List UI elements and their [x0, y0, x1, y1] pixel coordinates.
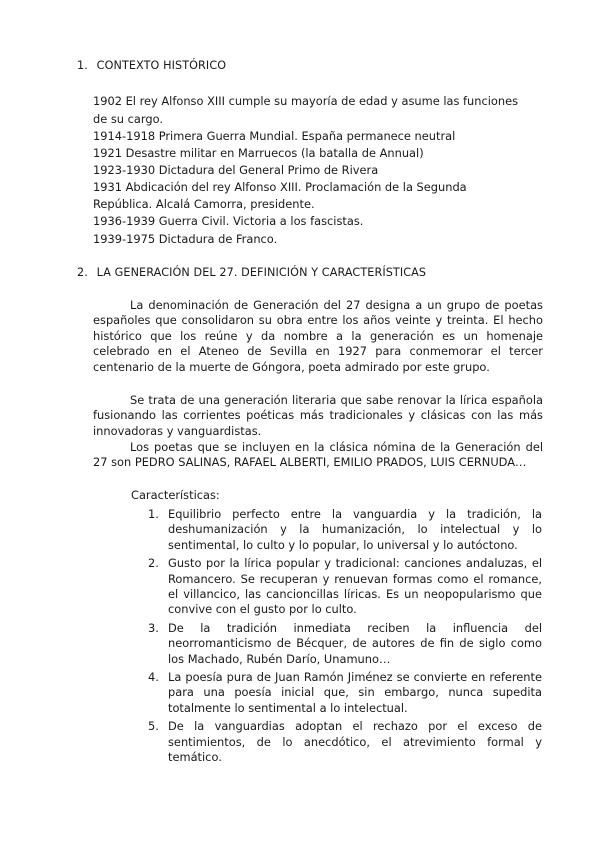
- context-line: 1939-1975 Dictadura de Franco.: [93, 232, 278, 246]
- section-1-title: CONTEXTO HISTÓRICO: [96, 59, 227, 72]
- list-marker: 5.: [148, 719, 159, 734]
- section-2-title: LA GENERACIÓN DEL 27. DEFINICIÓN Y CARACTERÍSTICAS: [96, 266, 427, 279]
- context-line: 1921 Desastre militar en Marruecos (la batalla de Annual): [93, 146, 424, 160]
- context-line: República. Alcalá Camorra, presidente.: [93, 197, 315, 211]
- list-item-text: De la vanguardias adoptan el rechazo por el exceso de sentimientos, de lo anecdótico, el atrevimiento formal y temático.: [168, 719, 542, 765]
- context-line: 1923-1930 Dictadura del General Primo de Rivera: [93, 163, 379, 177]
- paragraph-renovation: Se trata de una generación literaria que sabe renovar la lírica española fusionando las corrientes poéticas más tradicionales y clásicas con las más innovadoras y vanguardistas.: [93, 393, 543, 438]
- list-item-text: Gusto por la lírica popular y tradicional: canciones andaluzas, el Romancero. Se recuperan y renuevan formas como el romance, el villancico, las cancioncillas líricas. Es un neopopularismo que convive con el gusto por lo culto.: [168, 556, 542, 617]
- section-1-heading: [77, 59, 226, 72]
- list-item: [148, 670, 542, 716]
- section-2-number: 2.: [77, 266, 88, 279]
- characteristics-label: Características:: [131, 488, 220, 502]
- context-line: 1931 Abdicación del rey Alfonso XIII. Proclamación de la Segunda: [93, 180, 467, 194]
- list-item-text: Equilibrio perfecto entre la vanguardia y la tradición, la deshumanización y la humanización, lo intelectual y lo sentimental, lo culto y lo popular, lo universal y lo autóctono.: [168, 507, 542, 552]
- paragraph-definition: La denominación de Generación del 27 designa a un grupo de poetas españoles que consolidaron su obra entre los años veinte y treinta. El hecho histórico que los reúne y da nombre a la generación es un homenaje celebrado en el Ateneo de Sevilla en 1927 para conmemorar el tercer centenario de la muerte de Góngora, poeta admirado por este grupo.: [93, 298, 543, 374]
- context-line: de su cargo.: [93, 112, 163, 126]
- list-marker: 1.: [148, 507, 159, 521]
- list-item-text: De la tradición inmediata reciben la influencia del neorromanticismo de Bécquer, de autores de fin de siglo como los Machado, Rubén Darío, Unamuno…: [168, 620, 542, 666]
- list-item: [148, 556, 542, 618]
- list-item: [148, 621, 542, 667]
- list-item-text: La poesía pura de Juan Ramón Jiménez se convierte en referente para una poesía inicial que, sin embargo, nunca supedita totalmente lo sentimental a lo intelectual.: [168, 670, 542, 715]
- characteristics-list: [148, 507, 542, 769]
- context-line: 1902 El rey Alfonso XIII cumple su mayoría de edad y asume las funciones: [93, 94, 519, 108]
- list-item: [148, 719, 542, 765]
- context-line: 1936-1939 Guerra Civil. Victoria a los fascistas.: [93, 214, 364, 228]
- paragraph-poets: Los poetas que se incluyen en la clásica nómina de la Generación del 27 son PEDRO SALINAS, RAFAEL ALBERTI, EMILIO PRADOS, LUIS CERNUDA…: [93, 440, 543, 470]
- list-marker: 4.: [148, 670, 159, 685]
- list-marker: 3.: [148, 620, 159, 635]
- context-line: 1914-1918 Primera Guerra Mundial. España permanece neutral: [93, 129, 456, 143]
- list-marker: 2.: [148, 556, 159, 571]
- list-item: [148, 507, 542, 553]
- section-2-heading: [77, 266, 426, 279]
- section-1-number: 1.: [77, 59, 88, 72]
